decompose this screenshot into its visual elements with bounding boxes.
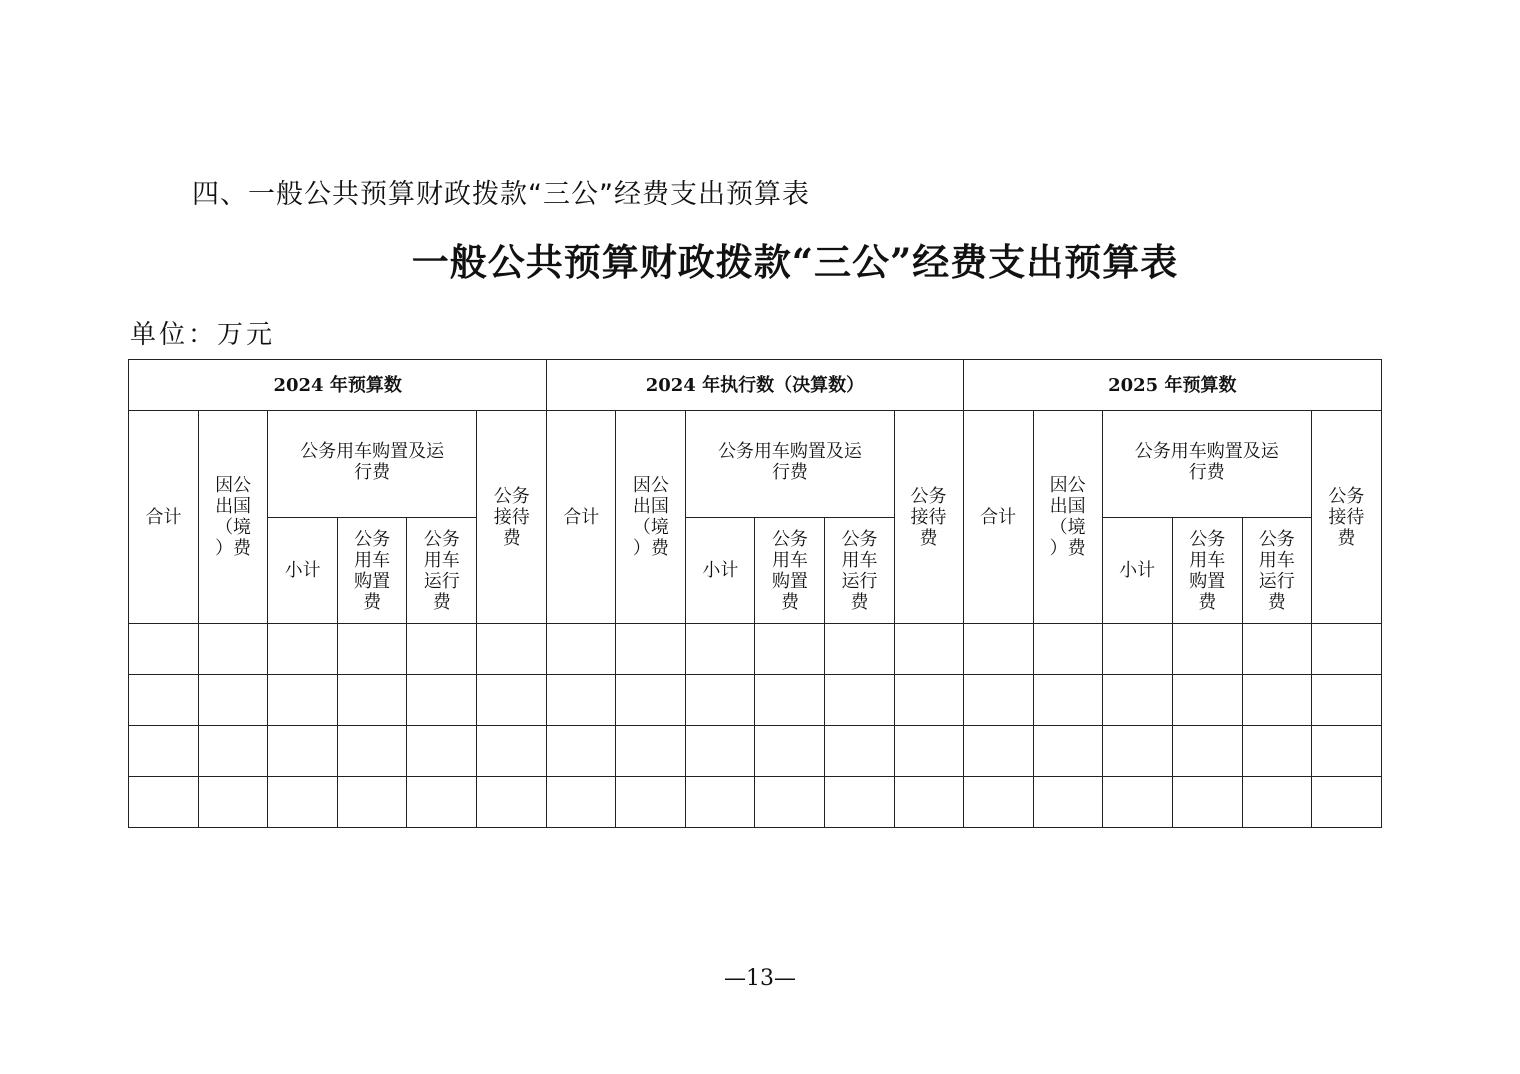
vehicle-operation-header-text [841, 529, 877, 613]
vehicle-operation-header-2024-budget [407, 518, 477, 624]
table-cell [199, 624, 268, 675]
vehicle-purchase-header-line: 费 [780, 591, 799, 613]
vehicle-operation-header-line: 公务 [1258, 528, 1295, 550]
table-cell [686, 624, 755, 675]
reception-header-line: 公务 [1328, 485, 1365, 507]
vehicle-operation-header-line: 用车 [1258, 549, 1295, 571]
table-cell [338, 624, 407, 675]
table-cell [338, 777, 407, 828]
reception-header-line: 接待 [1328, 506, 1365, 528]
subtotal-header-2024-budget: 小计 [268, 518, 338, 624]
vehicle-header-line: 公务用车购置及运 [717, 441, 862, 462]
travel-abroad-header-text [215, 475, 251, 559]
travel-abroad-header-line: ）费 [215, 538, 252, 559]
table-cell [963, 675, 1033, 726]
group-header-row [129, 360, 1382, 411]
table-cell [1311, 777, 1381, 828]
group-header-2024-actual: 2024 年执行数（决算数） [547, 360, 963, 411]
table-cell [755, 624, 825, 675]
vehicle-operation-header-line: 费 [850, 591, 869, 613]
total-header-2025-budget: 合计 [963, 411, 1033, 624]
vehicle-purchase-header-line: 公务 [1189, 528, 1226, 550]
table-cell [129, 726, 199, 777]
table-cell [1102, 777, 1172, 828]
vehicle-purchase-header-line: 购置 [1189, 570, 1226, 592]
table-cell [1033, 624, 1102, 675]
table-cell [1172, 675, 1242, 726]
subtotal-header-2024-actual: 小计 [686, 518, 755, 624]
reception-header-line: 接待 [493, 506, 530, 528]
table-cell [407, 777, 477, 828]
vehicle-header-line: 行费 [771, 462, 808, 483]
vehicle-purchase-header-text [354, 529, 390, 613]
table-cell [547, 777, 616, 828]
table-cell [1033, 777, 1102, 828]
travel-abroad-header-2024-budget [199, 411, 268, 624]
sub-column-header-row [129, 518, 1382, 624]
reception-header-line: 费 [919, 527, 938, 549]
vehicle-purchase-header-line: 费 [1198, 591, 1217, 613]
reception-header-2025-budget [1311, 411, 1381, 624]
table-cell [755, 726, 825, 777]
table-cell [1033, 726, 1102, 777]
table-row [129, 624, 1382, 675]
vehicle-purchase-header-line: 费 [363, 591, 382, 613]
reception-header-2024-budget [477, 411, 547, 624]
vehicle-header-text [300, 441, 444, 483]
table-cell [1311, 726, 1381, 777]
vehicle-operation-header-line: 费 [432, 591, 451, 613]
table-cell [755, 675, 825, 726]
vehicle-operation-header-line: 公务 [423, 528, 460, 550]
group-header-2025-budget: 2025 年预算数 [963, 360, 1381, 411]
table-cell [825, 624, 894, 675]
table-cell [268, 675, 338, 726]
table-cell [477, 726, 547, 777]
table-cell [1172, 624, 1242, 675]
travel-abroad-header-line: 出国 [1049, 496, 1086, 517]
vehicle-operation-header-2025-budget [1242, 518, 1311, 624]
vehicle-purchase-header-line: 公务 [771, 528, 808, 550]
travel-abroad-header-line: （境 [632, 517, 669, 538]
table-cell [477, 675, 547, 726]
budget-table [128, 359, 1382, 828]
table-cell [963, 726, 1033, 777]
reception-header-line: 费 [1337, 527, 1356, 549]
travel-abroad-header-text [633, 475, 669, 559]
reception-header-text [1328, 486, 1364, 549]
table-cell [477, 777, 547, 828]
reception-header-text [494, 486, 530, 549]
table-cell [894, 675, 963, 726]
table-cell [407, 726, 477, 777]
table-cell [1242, 624, 1311, 675]
subtotal-header-2025-budget: 小计 [1102, 518, 1172, 624]
table-cell [963, 777, 1033, 828]
vehicle-purchase-header-2024-actual [755, 518, 825, 624]
vehicle-operation-header-text [424, 529, 460, 613]
table-cell [199, 777, 268, 828]
table-cell [1172, 777, 1242, 828]
table-cell [686, 726, 755, 777]
travel-abroad-header-line: ）费 [632, 538, 669, 559]
table-cell [686, 675, 755, 726]
reception-header-text [911, 486, 947, 549]
table-cell [616, 726, 686, 777]
travel-abroad-header-line: 因公 [1049, 475, 1086, 496]
vehicle-purchase-header-line: 用车 [771, 549, 808, 571]
table-cell [1311, 675, 1381, 726]
table-cell [129, 624, 199, 675]
table-cell [268, 624, 338, 675]
column-header-row [129, 411, 1382, 518]
table-cell [1102, 726, 1172, 777]
table-cell [268, 726, 338, 777]
table-cell [268, 777, 338, 828]
table-cell [894, 777, 963, 828]
vehicle-purchase-header-text [772, 529, 808, 613]
table-row [129, 726, 1382, 777]
vehicle-purchase-header-2025-budget [1172, 518, 1242, 624]
vehicle-header-text [718, 441, 862, 483]
table-cell [825, 726, 894, 777]
vehicle-operation-header-line: 运行 [1258, 570, 1295, 592]
table-row [129, 675, 1382, 726]
table-cell [1172, 726, 1242, 777]
table-cell [825, 675, 894, 726]
vehicle-purchase-header-line: 用车 [354, 549, 391, 571]
vehicle-header-line: 行费 [354, 462, 391, 483]
table-cell [1242, 777, 1311, 828]
table-cell [616, 777, 686, 828]
table-cell [338, 675, 407, 726]
reception-header-2024-actual [894, 411, 963, 624]
travel-abroad-header-line: （境 [215, 517, 252, 538]
vehicle-header-2024-budget [268, 411, 477, 518]
table-cell [825, 777, 894, 828]
vehicle-purchase-header-line: 购置 [771, 570, 808, 592]
reception-header-line: 费 [502, 527, 521, 549]
vehicle-operation-header-line: 运行 [841, 570, 878, 592]
vehicle-operation-header-line: 公务 [841, 528, 878, 550]
travel-abroad-header-line: 因公 [215, 475, 252, 496]
travel-abroad-header-line: （境 [1049, 517, 1086, 538]
vehicle-operation-header-text [1259, 529, 1295, 613]
table-cell [547, 726, 616, 777]
table-cell [1242, 675, 1311, 726]
vehicle-header-line: 公务用车购置及运 [300, 441, 445, 462]
vehicle-header-text [1135, 441, 1279, 483]
travel-abroad-header-line: 出国 [632, 496, 669, 517]
vehicle-purchase-header-2024-budget [338, 518, 407, 624]
vehicle-operation-header-2024-actual [825, 518, 894, 624]
travel-abroad-header-line: 因公 [632, 475, 669, 496]
table-cell [894, 726, 963, 777]
table-cell [338, 726, 407, 777]
vehicle-operation-header-line: 费 [1267, 591, 1286, 613]
vehicle-operation-header-line: 用车 [423, 549, 460, 571]
table-cell [1102, 675, 1172, 726]
page-number: —13— [724, 966, 796, 991]
travel-abroad-header-2024-actual [616, 411, 686, 624]
table-cell [407, 675, 477, 726]
vehicle-header-line: 行费 [1188, 462, 1225, 483]
table-cell [547, 675, 616, 726]
table-cell [686, 777, 755, 828]
table-cell [547, 624, 616, 675]
vehicle-header-2024-actual [686, 411, 894, 518]
page-title: 一般公共预算财政拨款“三公”经费支出预算表 [411, 240, 1179, 284]
table-cell [616, 624, 686, 675]
table-row [129, 777, 1382, 828]
travel-abroad-header-text [1050, 475, 1086, 559]
vehicle-header-line: 公务用车购置及运 [1134, 441, 1279, 462]
table-cell [616, 675, 686, 726]
table-cell [477, 624, 547, 675]
table-cell [755, 777, 825, 828]
table-cell [1102, 624, 1172, 675]
table-cell [199, 675, 268, 726]
travel-abroad-header-line: ）费 [1049, 538, 1086, 559]
table-cell [1033, 675, 1102, 726]
total-header-2024-budget: 合计 [129, 411, 199, 624]
table-cell [1311, 624, 1381, 675]
section-heading: 四、一般公共预算财政拨款“三公”经费支出预算表 [192, 179, 810, 210]
table-cell [1242, 726, 1311, 777]
reception-header-line: 接待 [910, 506, 947, 528]
travel-abroad-header-line: 出国 [215, 496, 252, 517]
vehicle-purchase-header-line: 用车 [1189, 549, 1226, 571]
reception-header-line: 公务 [910, 485, 947, 507]
table-cell [199, 726, 268, 777]
reception-header-line: 公务 [493, 485, 530, 507]
vehicle-purchase-header-line: 公务 [354, 528, 391, 550]
vehicle-purchase-header-line: 购置 [354, 570, 391, 592]
group-header-2024-budget: 2024 年预算数 [129, 360, 547, 411]
table-cell [129, 777, 199, 828]
vehicle-operation-header-line: 用车 [841, 549, 878, 571]
vehicle-operation-header-line: 运行 [423, 570, 460, 592]
total-header-2024-actual: 合计 [547, 411, 616, 624]
travel-abroad-header-2025-budget [1033, 411, 1102, 624]
table-cell [407, 624, 477, 675]
unit-label: 单位：万元 [130, 320, 276, 350]
table-cell [129, 675, 199, 726]
table-cell [894, 624, 963, 675]
vehicle-purchase-header-text [1189, 529, 1225, 613]
vehicle-header-2025-budget [1102, 411, 1311, 518]
table-cell [963, 624, 1033, 675]
